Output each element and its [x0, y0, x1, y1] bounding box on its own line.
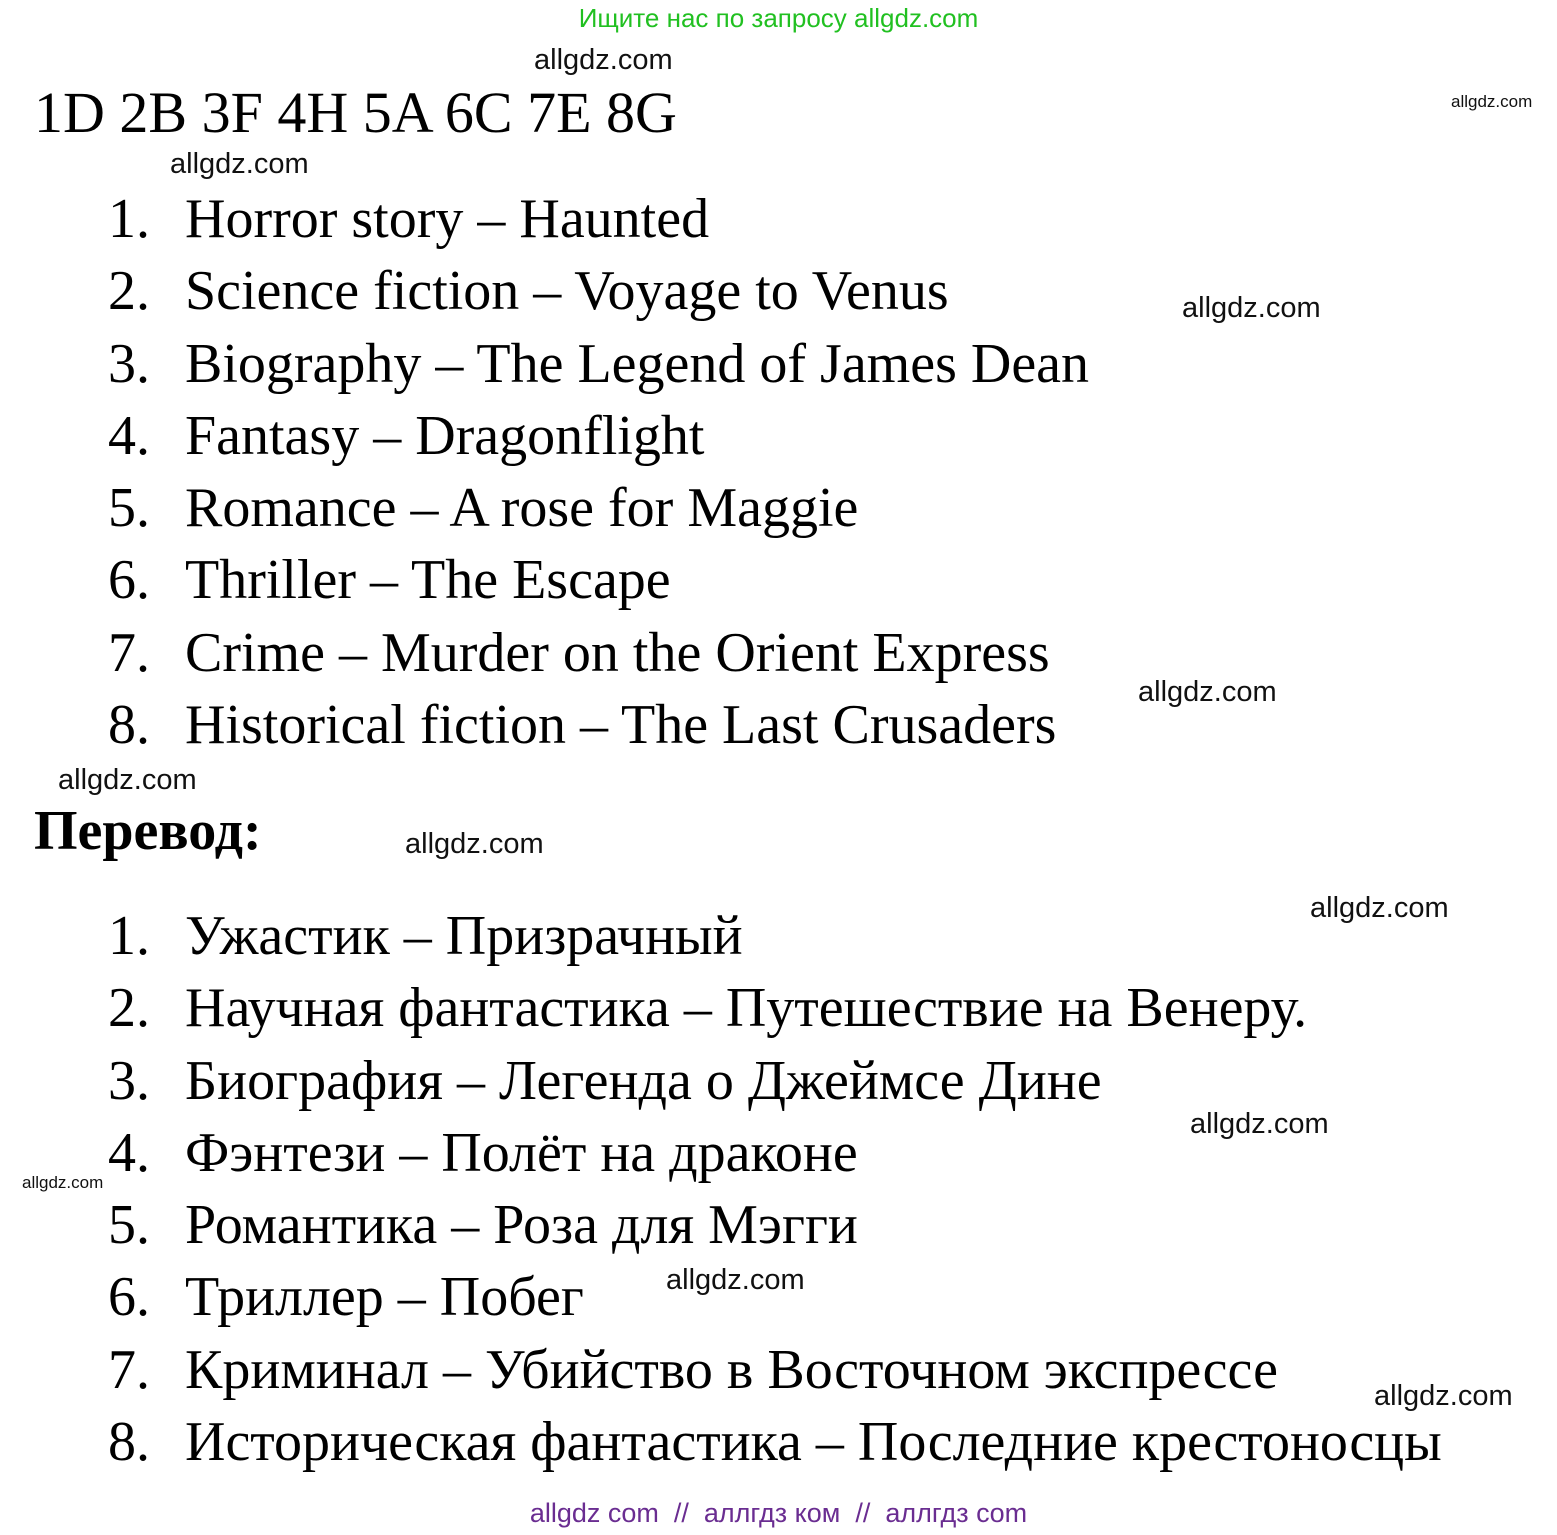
- item-number: 5.: [108, 1194, 150, 1257]
- item-number: 6.: [108, 1266, 150, 1329]
- list-item: [108, 472, 1089, 544]
- item-text: Историческая фантастика – Последние крестоносцы: [185, 1411, 1442, 1474]
- item-number: 5.: [108, 477, 150, 540]
- item-text: Horror story – Haunted: [185, 188, 710, 250]
- item-number: 2.: [108, 260, 150, 323]
- list-item: [108, 689, 1089, 761]
- watermark: allgdz.com: [1190, 1108, 1329, 1140]
- item-text: Historical fiction – The Last Crusaders: [185, 694, 1057, 757]
- list-item: [108, 328, 1089, 400]
- item-text: Триллер – Побег: [185, 1266, 584, 1329]
- item-number: 6.: [108, 549, 150, 612]
- list-item: [108, 400, 1089, 472]
- item-number: 7.: [108, 621, 150, 684]
- watermark: allgdz.com: [170, 148, 309, 180]
- item-number: 1.: [108, 188, 150, 250]
- item-text: Thriller – The Escape: [185, 549, 671, 612]
- watermark: allgdz.com: [1138, 676, 1277, 708]
- footer-links: allgdz com // аллгдз ком // аллгдз com: [529, 1498, 1028, 1528]
- list-item: [108, 1045, 1442, 1117]
- list-item: [108, 544, 1089, 616]
- watermark: allgdz.com: [405, 828, 544, 860]
- list-item: [108, 900, 1442, 972]
- item-number: 8.: [108, 1411, 150, 1474]
- watermark: allgdz.com: [666, 1264, 805, 1296]
- item-text: Fantasy – Dragonflight: [185, 404, 705, 467]
- answer-key: 1D 2B 3F 4H 5A 6C 7E 8G: [34, 80, 677, 145]
- list-item: [108, 1189, 1442, 1261]
- item-number: 4.: [108, 1121, 150, 1184]
- list-item: [108, 255, 1089, 327]
- list-item: [108, 617, 1089, 689]
- watermark: allgdz.com: [534, 44, 673, 76]
- item-number: 8.: [108, 694, 150, 757]
- item-text: Crime – Murder on the Orient Express: [185, 621, 1050, 684]
- item-text: Science fiction – Voyage to Venus: [185, 260, 949, 323]
- watermark: allgdz.com: [1451, 92, 1533, 111]
- item-number: 1.: [108, 905, 150, 967]
- item-text: Ужастик – Призрачный: [185, 905, 743, 967]
- item-text: Биография – Легенда о Джеймсе Дине: [185, 1049, 1102, 1112]
- translation-heading: Перевод:: [34, 800, 262, 862]
- item-number: 2.: [108, 977, 150, 1040]
- watermark: allgdz.com: [1374, 1380, 1513, 1412]
- item-number: 3.: [108, 1049, 150, 1112]
- list-item: [108, 972, 1442, 1044]
- watermark: allgdz.com: [58, 764, 197, 796]
- list-item: [108, 183, 1089, 255]
- item-text: Biography – The Legend of James Dean: [185, 332, 1090, 395]
- item-number: 7.: [108, 1338, 150, 1401]
- english-genre-list: [108, 183, 1089, 761]
- list-item: [108, 1406, 1442, 1478]
- watermark: allgdz.com: [22, 1173, 104, 1192]
- item-text: Научная фантастика – Путешествие на Венеру.: [185, 977, 1308, 1040]
- item-text: Романтика – Роза для Мэгги: [185, 1194, 858, 1257]
- watermark: allgdz.com: [1182, 292, 1321, 324]
- item-text: Криминал – Убийство в Восточном экспрессе: [185, 1338, 1278, 1401]
- item-number: 4.: [108, 404, 150, 467]
- list-item: [108, 1334, 1442, 1406]
- item-text: Фэнтези – Полёт на драконе: [185, 1121, 858, 1184]
- search-banner: Ищите нас по запросу allgdz.com: [578, 3, 979, 33]
- watermark: allgdz.com: [1310, 892, 1449, 924]
- item-text: Romance – A rose for Maggie: [185, 477, 859, 540]
- russian-genre-list: [108, 900, 1442, 1478]
- item-number: 3.: [108, 332, 150, 395]
